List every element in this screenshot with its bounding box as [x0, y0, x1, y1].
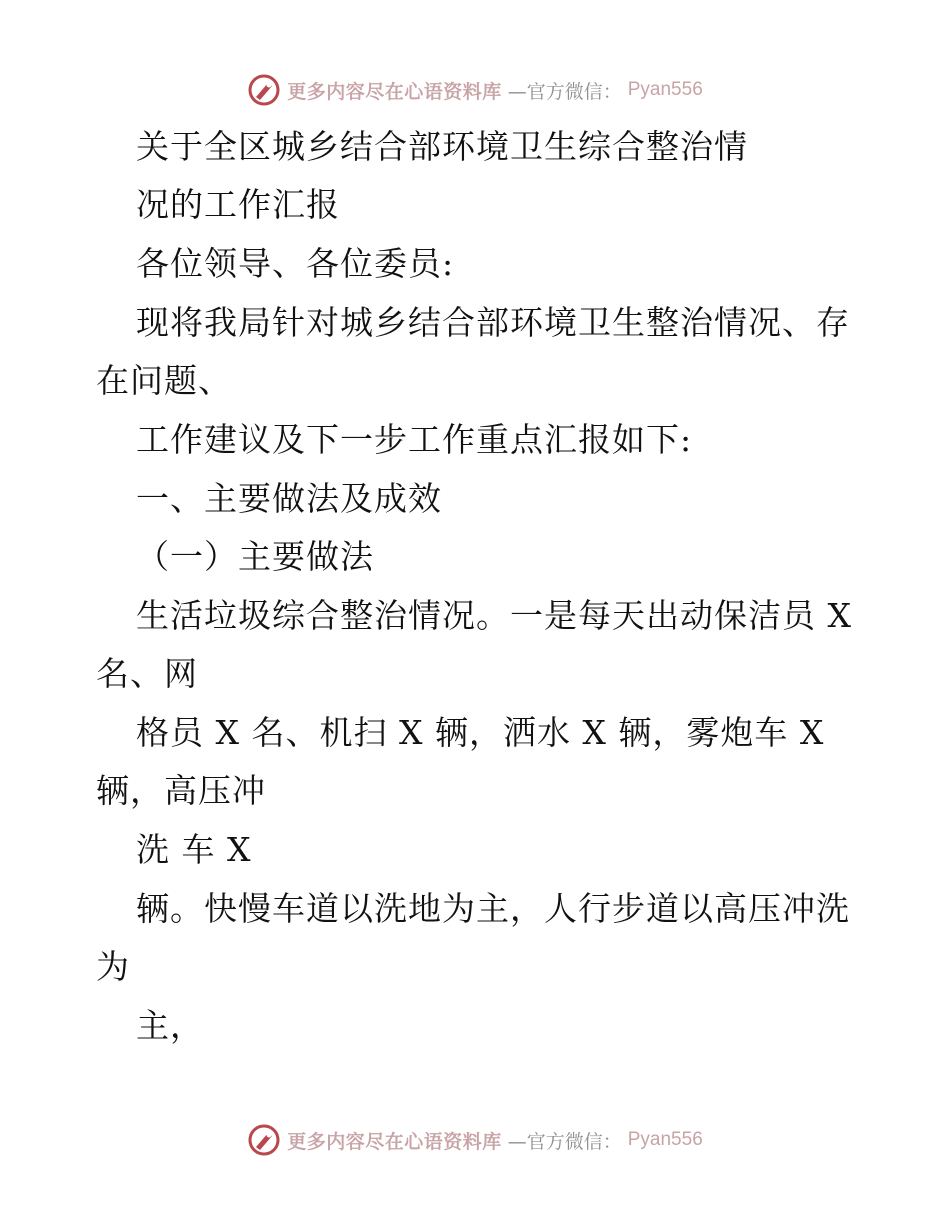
- doc-line-section-heading: 一、主要做法及成效: [136, 479, 442, 518]
- watermark-official-text: —官方微信：: [507, 80, 622, 103]
- pen-logo-icon: [247, 1123, 281, 1157]
- doc-line-intro-1: 现将我局针对城乡结合部环境卫生整治情况、存: [136, 303, 850, 342]
- doc-line-body-5: 洗 车 X: [136, 830, 252, 869]
- doc-line-body-3: 格员 X 名、机扫 X 辆，洒水 X 辆，雾炮车 X: [136, 713, 825, 752]
- doc-line-body-7: 为: [96, 947, 130, 986]
- doc-line-body-6: 辆。快慢车道以洗地为主，人行步道以高压冲洗: [136, 889, 850, 928]
- doc-line-body-8: 主，: [136, 1006, 204, 1045]
- doc-line-body-4: 辆，高压冲: [96, 771, 266, 810]
- watermark-site-text: 更多内容尽在心语资料库: [287, 1130, 502, 1153]
- doc-line-intro-3: 工作建议及下一步工作重点汇报如下:: [136, 420, 693, 459]
- doc-line-title-1: 关于全区城乡结合部环境卫生综合整治情: [136, 127, 748, 166]
- doc-line-intro-2: 在问题、: [96, 361, 232, 400]
- doc-line-body-2: 名、网: [96, 654, 198, 693]
- header-watermark-banner: [0, 72, 950, 108]
- watermark-wechat-id: Pyan556: [627, 79, 703, 100]
- footer-watermark-banner: [0, 1122, 950, 1158]
- watermark-site-text: 更多内容尽在心语资料库: [287, 80, 502, 103]
- doc-line-subsection-heading: （一）主要做法: [136, 537, 374, 576]
- pen-logo-icon: [247, 73, 281, 107]
- doc-line-salutation: 各位领导、各位委员:: [136, 244, 455, 283]
- watermark-wechat-id: Pyan556: [627, 1129, 703, 1150]
- watermark-official-text: —官方微信：: [507, 1130, 622, 1153]
- doc-line-title-2: 况的工作汇报: [136, 185, 340, 224]
- doc-line-body-1: 生活垃圾综合整治情况。一是每天出动保洁员 X: [136, 596, 852, 635]
